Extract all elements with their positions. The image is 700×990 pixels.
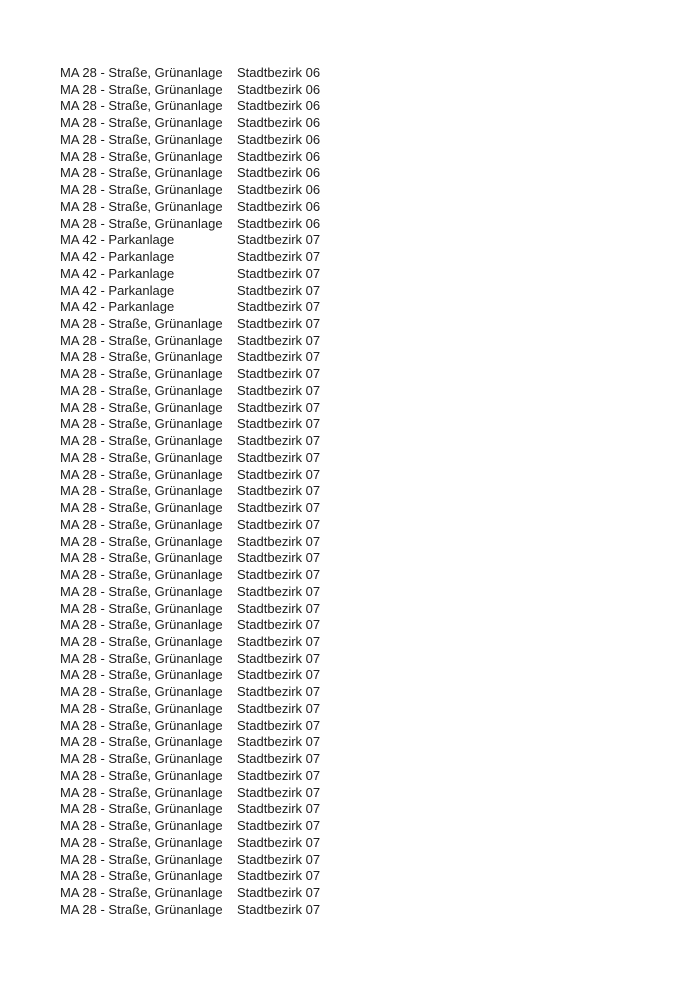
list-row [60,617,700,634]
list-row [60,634,700,651]
list-row [60,383,700,400]
row-category: MA 28 - Straße, Grünanlage [60,667,223,683]
row-district: Stadtbezirk 06 [237,131,321,147]
row-district: Stadtbezirk 07 [237,700,321,716]
row-category: MA 42 - Parkanlage [60,249,175,265]
list-row [60,852,700,869]
list-row [60,115,700,132]
list-row [60,567,700,584]
row-category: MA 28 - Straße, Grünanlage [60,466,223,482]
row-category: MA 28 - Straße, Grünanlage [60,650,223,666]
row-district: Stadtbezirk 07 [237,734,321,750]
list-row [60,534,700,551]
row-district: Stadtbezirk 07 [237,516,321,532]
row-category: MA 28 - Straße, Grünanlage [60,416,223,432]
row-district: Stadtbezirk 07 [237,667,321,683]
row-district: Stadtbezirk 07 [237,366,321,382]
list-row [60,450,700,467]
row-category: MA 28 - Straße, Grünanlage [60,131,223,147]
list-row [60,149,700,166]
row-category: MA 28 - Straße, Grünanlage [60,516,223,532]
list-row [60,232,700,249]
list-row [60,835,700,852]
row-category: MA 28 - Straße, Grünanlage [60,148,223,164]
list-row [60,216,700,233]
row-district: Stadtbezirk 07 [237,282,321,298]
row-category: MA 42 - Parkanlage [60,265,175,281]
row-district: Stadtbezirk 07 [237,617,321,633]
row-district: Stadtbezirk 07 [237,684,321,700]
list-row [60,801,700,818]
list-row [60,132,700,149]
list-row [60,701,700,718]
row-category: MA 28 - Straße, Grünanlage [60,767,223,783]
list-row [60,433,700,450]
list-row [60,266,700,283]
row-category: MA 28 - Straße, Grünanlage [60,500,223,516]
row-category: MA 28 - Straße, Grünanlage [60,834,223,850]
row-district: Stadtbezirk 07 [237,851,321,867]
row-category: MA 42 - Parkanlage [60,299,175,315]
row-category: MA 28 - Straße, Grünanlage [60,717,223,733]
list-row [60,182,700,199]
list-row [60,366,700,383]
list-row [60,868,700,885]
list-row [60,98,700,115]
list-row [60,550,700,567]
row-district: Stadtbezirk 07 [237,483,321,499]
list-row [60,199,700,216]
row-district: Stadtbezirk 07 [237,533,321,549]
row-district: Stadtbezirk 06 [237,148,321,164]
row-category: MA 42 - Parkanlage [60,282,175,298]
row-district: Stadtbezirk 07 [237,550,321,566]
row-category: MA 28 - Straße, Grünanlage [60,633,223,649]
row-district: Stadtbezirk 06 [237,115,321,131]
row-district: Stadtbezirk 06 [237,182,321,198]
list-row [60,349,700,366]
list-row [60,165,700,182]
row-district: Stadtbezirk 07 [237,349,321,365]
row-category: MA 28 - Straße, Grünanlage [60,884,223,900]
row-district: Stadtbezirk 07 [237,901,321,917]
row-district: Stadtbezirk 07 [237,382,321,398]
list-row [60,885,700,902]
list-row [60,333,700,350]
list-row [60,283,700,300]
row-district: Stadtbezirk 07 [237,600,321,616]
list-row [60,734,700,751]
row-category: MA 28 - Straße, Grünanlage [60,751,223,767]
row-district: Stadtbezirk 07 [237,249,321,265]
row-category: MA 28 - Straße, Grünanlage [60,165,223,181]
row-category: MA 28 - Straße, Grünanlage [60,851,223,867]
row-category: MA 28 - Straße, Grünanlage [60,901,223,917]
row-category: MA 28 - Straße, Grünanlage [60,684,223,700]
row-district: Stadtbezirk 07 [237,868,321,884]
row-category: MA 28 - Straße, Grünanlage [60,81,223,97]
row-category: MA 28 - Straße, Grünanlage [60,382,223,398]
row-category: MA 28 - Straße, Grünanlage [60,182,223,198]
list-row [60,416,700,433]
row-category: MA 28 - Straße, Grünanlage [60,115,223,131]
row-category: MA 28 - Straße, Grünanlage [60,617,223,633]
row-district: Stadtbezirk 07 [237,416,321,432]
row-category: MA 28 - Straße, Grünanlage [60,734,223,750]
list-row [60,751,700,768]
assignments-list [60,65,700,918]
list-row [60,299,700,316]
row-category: MA 28 - Straße, Grünanlage [60,567,223,583]
row-category: MA 28 - Straße, Grünanlage [60,449,223,465]
row-category: MA 28 - Straße, Grünanlage [60,98,223,114]
row-district: Stadtbezirk 06 [237,81,321,97]
row-category: MA 28 - Straße, Grünanlage [60,433,223,449]
list-row [60,483,700,500]
row-category: MA 28 - Straße, Grünanlage [60,868,223,884]
list-row [60,601,700,618]
row-category: MA 28 - Straße, Grünanlage [60,818,223,834]
row-category: MA 28 - Straße, Grünanlage [60,399,223,415]
row-district: Stadtbezirk 07 [237,232,321,248]
row-category: MA 28 - Straße, Grünanlage [60,583,223,599]
list-row [60,500,700,517]
row-district: Stadtbezirk 07 [237,299,321,315]
list-row [60,249,700,266]
row-category: MA 28 - Straße, Grünanlage [60,65,223,80]
row-district: Stadtbezirk 07 [237,265,321,281]
list-row [60,902,700,919]
row-district: Stadtbezirk 07 [237,818,321,834]
row-district: Stadtbezirk 06 [237,165,321,181]
row-district: Stadtbezirk 07 [237,834,321,850]
row-district: Stadtbezirk 07 [237,633,321,649]
row-district: Stadtbezirk 07 [237,399,321,415]
row-category: MA 28 - Straße, Grünanlage [60,366,223,382]
list-row [60,667,700,684]
list-row [60,684,700,701]
list-row [60,768,700,785]
list-row [60,818,700,835]
row-district: Stadtbezirk 07 [237,449,321,465]
row-district: Stadtbezirk 07 [237,751,321,767]
row-district: Stadtbezirk 07 [237,316,321,332]
row-district: Stadtbezirk 07 [237,884,321,900]
row-district: Stadtbezirk 07 [237,801,321,817]
row-category: MA 28 - Straße, Grünanlage [60,600,223,616]
row-category: MA 28 - Straße, Grünanlage [60,198,223,214]
row-district: Stadtbezirk 07 [237,332,321,348]
list-row [60,400,700,417]
row-district: Stadtbezirk 06 [237,98,321,114]
row-category: MA 28 - Straße, Grünanlage [60,700,223,716]
row-category: MA 28 - Straße, Grünanlage [60,784,223,800]
list-row [60,584,700,601]
row-district: Stadtbezirk 07 [237,433,321,449]
row-category: MA 28 - Straße, Grünanlage [60,801,223,817]
row-district: Stadtbezirk 07 [237,784,321,800]
list-row [60,65,700,82]
row-district: Stadtbezirk 07 [237,650,321,666]
row-category: MA 28 - Straße, Grünanlage [60,316,223,332]
row-district: Stadtbezirk 06 [237,215,321,231]
row-category: MA 28 - Straße, Grünanlage [60,550,223,566]
list-row [60,651,700,668]
row-district: Stadtbezirk 06 [237,65,321,80]
list-row [60,718,700,735]
row-district: Stadtbezirk 07 [237,500,321,516]
row-district: Stadtbezirk 06 [237,198,321,214]
list-row [60,82,700,99]
list-row [60,517,700,534]
list-row [60,785,700,802]
row-category: MA 28 - Straße, Grünanlage [60,483,223,499]
row-category: MA 28 - Straße, Grünanlage [60,533,223,549]
list-row [60,316,700,333]
row-category: MA 28 - Straße, Grünanlage [60,332,223,348]
row-category: MA 28 - Straße, Grünanlage [60,215,223,231]
row-district: Stadtbezirk 07 [237,767,321,783]
row-category: MA 42 - Parkanlage [60,232,175,248]
row-category: MA 28 - Straße, Grünanlage [60,349,223,365]
row-district: Stadtbezirk 07 [237,583,321,599]
row-district: Stadtbezirk 07 [237,717,321,733]
row-district: Stadtbezirk 07 [237,567,321,583]
list-row [60,467,700,484]
row-district: Stadtbezirk 07 [237,466,321,482]
